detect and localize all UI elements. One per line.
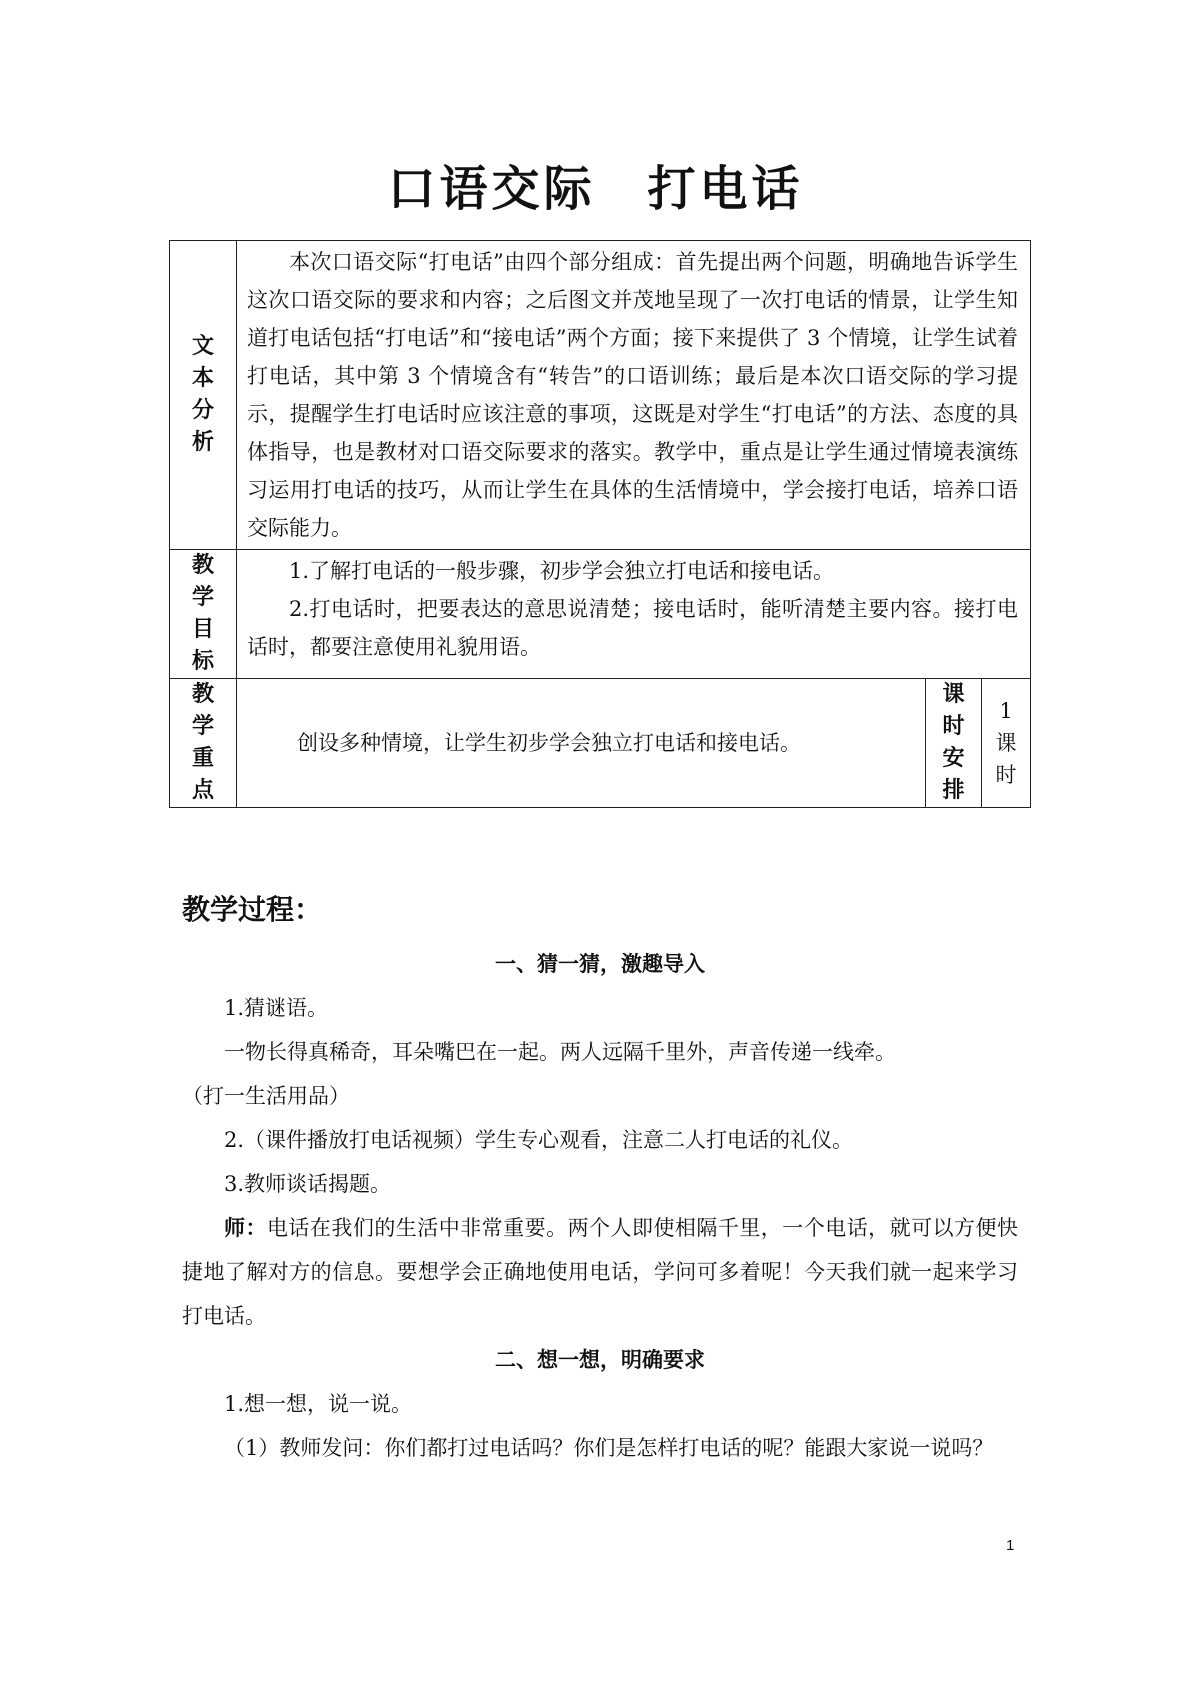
- lesson-info-table: [169, 240, 1031, 808]
- label-teaching-goals: 教 学 目 标: [170, 550, 237, 679]
- riddle-text: 一物长得真稀奇，耳朵嘴巴在一起。两人远隔千里外，声音传递一线牵。: [224, 1040, 896, 1064]
- riddle-hint: （打一生活用品）: [182, 1084, 350, 1108]
- section-heading: 二、想一想，明确要求: [495, 1348, 705, 1372]
- row-teaching-goals: [170, 550, 1031, 679]
- label-text-analysis: 文 本 分 析: [170, 241, 237, 550]
- section-heading: 一、猜一猜，激趣导入: [495, 952, 705, 976]
- page-number: 1: [1006, 1537, 1015, 1554]
- goal-item: 1.了解打电话的一般步骤，初步学会独立打电话和接电话。: [289, 559, 835, 583]
- title-part-2: 打电话: [647, 161, 804, 217]
- teacher-paragraph: 师：电话在我们的生活中非常重要。两个人即使相隔千里，一个电话，就可以方便快捷地了解对方的信息。要想学会正确地使用电话，学问可多着呢！今天我们就一起来学习打电话。: [182, 1216, 1019, 1328]
- process-body: [182, 942, 1018, 1470]
- paragraph: 1.猜谜语。: [224, 996, 329, 1020]
- teaching-key-content: 创设多种情境，让学生初步学会独立打电话和接电话。: [237, 679, 926, 808]
- page-title: [0, 150, 1191, 219]
- paragraph: （1）教师发问：你们都打过电话吗？你们是怎样打电话的呢？能跟大家说一说吗？: [224, 1436, 994, 1460]
- text-analysis-content: 本次口语交际“打电话”由四个部分组成：首先提出两个问题，明确地告诉学生这次口语交际的要求和内容；之后图文并茂地呈现了一次打电话的情景，让学生知道打电话包括“打电话”和“接电话”两个方面；接下来提供了 3 个情境，让学生试着打电话，其中第 3 个情境含有“转告”的口语训练；最后是本次口语交际的学习提示，提醒学生打电话时应该注意的事项，这既是对学生“打电话”的方法、态度的具体指导，也是教材对口语交际要求的落实。教学中，重点是让学生通过情境表演练习运用打电话的技巧，从而让学生在具体的生活情境中，学会接打电话，培养口语交际能力。: [237, 241, 1031, 550]
- paragraph: 2.（课件播放打电话视频）学生专心观看，注意二人打电话的礼仪。: [224, 1128, 854, 1152]
- class-hours-value: 1 课 时: [982, 679, 1031, 808]
- row-text-analysis: [170, 241, 1031, 550]
- label-teaching-key: 教 学 重 点: [170, 679, 237, 808]
- teaching-goals-content: [237, 550, 1031, 679]
- paragraph: 3.教师谈话揭题。: [224, 1172, 392, 1196]
- row-teaching-key: [170, 679, 1031, 808]
- title-part-1: 口语交际: [387, 161, 596, 217]
- goal-item: 2.打电话时，把要表达的意思说清楚；接电话时，能听清楚主要内容。接打电话时，都要注意使用礼貌用语。: [247, 597, 1018, 659]
- process-heading: 教学过程：: [182, 893, 323, 926]
- label-class-hours: 课 时 安 排: [926, 679, 982, 808]
- speaker-label: 师：: [224, 1216, 267, 1240]
- paragraph: 1.想一想，说一说。: [224, 1392, 413, 1416]
